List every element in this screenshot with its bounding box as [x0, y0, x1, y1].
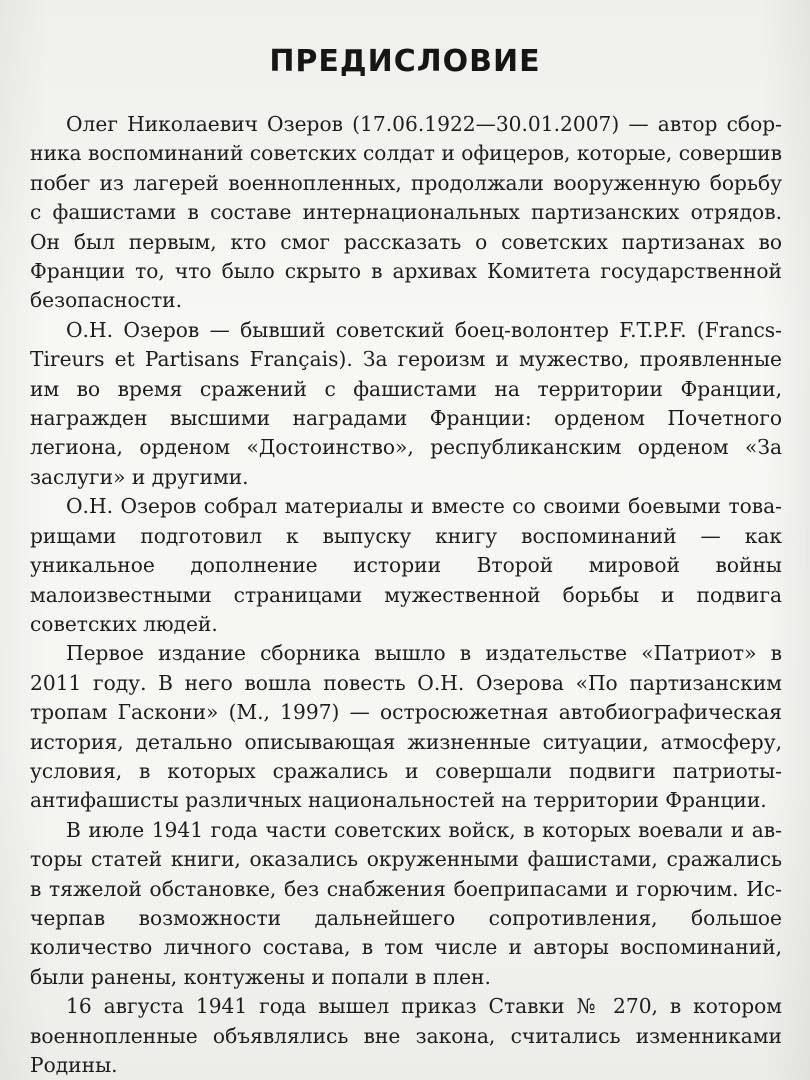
paragraph-6: 16 августа 1941 года вышел приказ Ставки № 270, в котором военнопленные объявлялись вне закона, считались изменниками Родины.: [30, 994, 782, 1077]
paragraph-4: Первое издание сборника вышло в издательстве «Патриот» в 2011 году. В него вошла повесть О.Н. Озерова «По партизанским тропам Гаскони» (М., 1997) — остросюжетная автобиографическая история, детально описывающая жизненные ситуации, атмосферу, условия, в которых сражались и совершали подвиги патриоты-антифашисты различных национальностей на территории Франции.: [30, 641, 782, 813]
paragraph-5: В июле 1941 года части советских войск, в которых воевали и авторы статей книги, оказались окруженными фашистами, сражались в тяжелой обстановке, без снабжения боеприпасами и горючим. Исчерпав возможности дальнейшего сопротивления, большое количество личного состава, в том числе и авторы воспоминаний, были ранены, контужены и попали в плен.: [30, 817, 782, 989]
paragraph-1: Олег Николаевич Озеров (17.06.1922—30.01.2007) — автор сборника воспоминаний советских солдат и офицеров, которые, совершив побег из лагерей военнопленных, продолжали вооруженную борьбу с фашистами в составе интернациональных партизанских отрядов. Он был первым, кто смог рассказать о советских партизанах во Франции то, что было скрыто в архивах Комитета государственной безопасности.: [30, 112, 782, 313]
page-body: [30, 110, 782, 1080]
paragraph-2: О.Н. Озеров — бывший советский боец-волонтер F.T.P.F. (Francs-Tireurs et Partisans Français). За героизм и мужество, проявленные им во время сражений с фашистами на территории Франции, награжден высшими наградами Франции: орденом Почетного легиона, орденом «Достоинство», республиканским орденом «За заслуги» и другими.: [30, 317, 782, 489]
page-title: ПРЕДИСЛОВИЕ: [269, 44, 541, 79]
paragraph-3: О.Н. Озеров собрал материалы и вместе со своими боевыми товарищами подготовил к выпуску книгу воспоминаний — как уникальное дополнение истории Второй мировой войны малоизвестными страницами мужественной борьбы и подвига советских людей.: [30, 494, 782, 636]
